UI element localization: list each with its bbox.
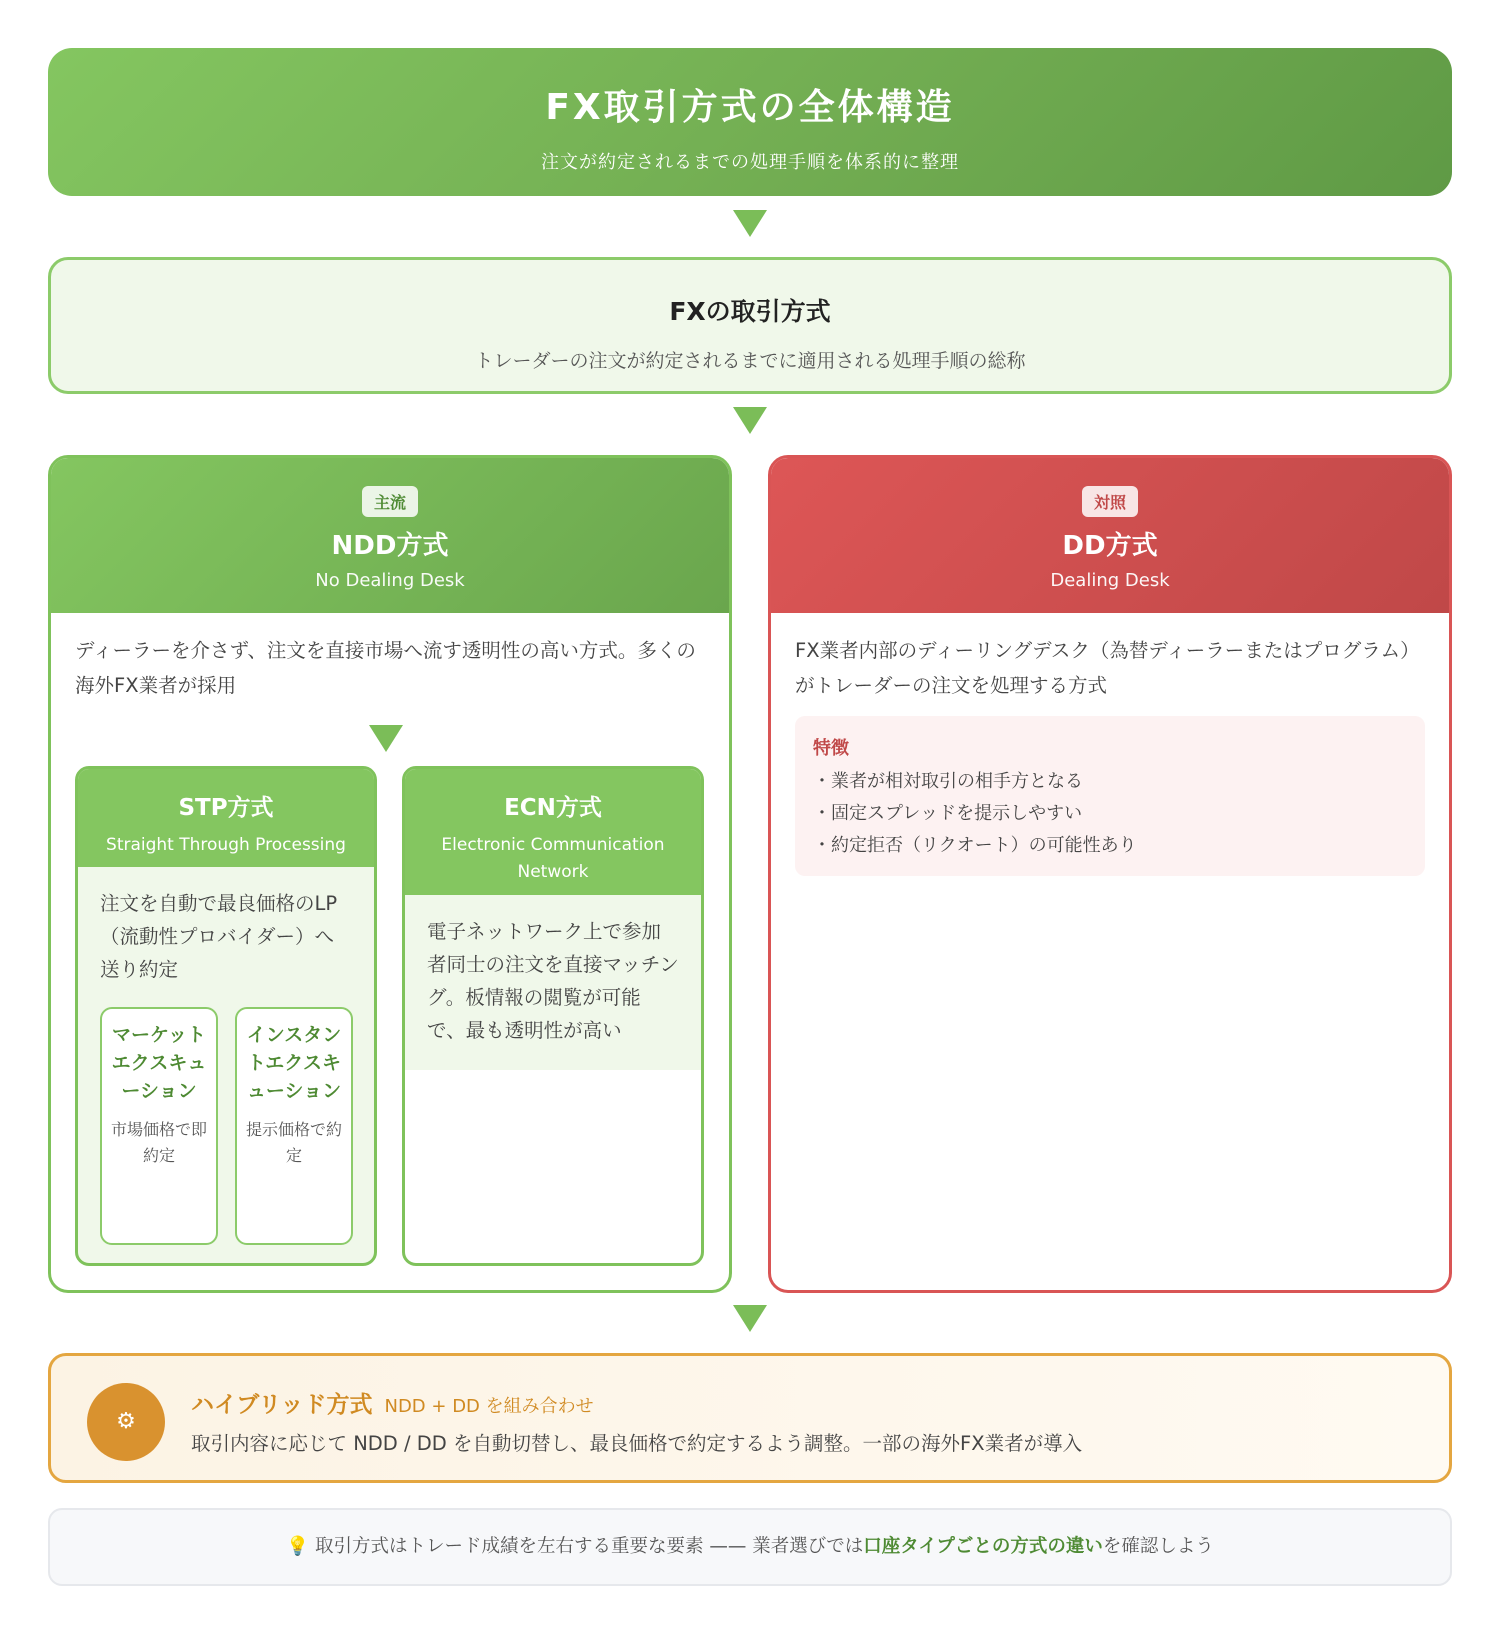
page-header: [48, 48, 1452, 196]
instant-execution-title: インスタントエクスキューション: [246, 1024, 342, 1102]
tip-text-suffix: を確認しよう: [1102, 1536, 1214, 1557]
hybrid-title: ハイブリッド方式: [191, 1392, 373, 1418]
page-title: FX取引方式の全体構造: [545, 87, 955, 128]
dd-badge: 対照: [1082, 486, 1138, 517]
ndd-title: NDD方式: [331, 531, 449, 561]
flow-arrow-down-icon: [369, 725, 403, 752]
flow-arrow-down-icon: [733, 210, 767, 237]
page-subtitle: 注文が約定されるまでの処理手順を体系的に整理: [541, 152, 959, 173]
gear-icon: ⚙: [87, 1383, 165, 1461]
ecn-card: [402, 766, 704, 1266]
ndd-english-name: No Dealing Desk: [315, 570, 465, 591]
dd-card-header: [771, 458, 1449, 613]
ecn-description: 電子ネットワーク上で参加者同士の注文を直接マッチング。板情報の閲覧が可能で、最も透明性が高い: [405, 895, 701, 1070]
market-execution-description: 市場価格で即約定: [110, 1120, 207, 1165]
dd-features-list: [813, 766, 1407, 862]
ndd-card-header: [51, 458, 729, 613]
flow-arrow-down-icon: [733, 407, 767, 434]
list-item: ・業者が相対取引の相手方となる: [813, 771, 1083, 792]
instant-execution-card: [235, 1007, 353, 1245]
tip-text-prefix: 取引方式はトレード成績を左右する重要な要素 —— 業者選びでは: [315, 1536, 864, 1557]
ecn-card-header: [405, 769, 701, 895]
hybrid-title-row: [191, 1386, 594, 1419]
dd-features-box: [795, 716, 1425, 876]
dd-features-title: 特徴: [813, 738, 849, 759]
hybrid-box: [48, 1353, 1452, 1483]
dd-description: FX業者内部のディーリングデスク（為替ディーラーまたはプログラム）がトレーダーの注文を処理する方式: [795, 639, 1420, 697]
tip-emphasis: 口座タイプごとの方式の違い: [863, 1536, 1103, 1557]
hybrid-subtitle: NDD + DD を組み合わせ: [384, 1396, 594, 1417]
definition-text: トレーダーの注文が約定されるまでに適用される処理手順の総称: [474, 350, 1026, 372]
dd-title: DD方式: [1062, 531, 1158, 561]
ecn-title: ECN方式: [504, 795, 602, 821]
stp-english-name: Straight Through Processing: [106, 835, 346, 855]
tip-box: [48, 1508, 1452, 1586]
ecn-english-name: Electronic Communication Network: [441, 835, 665, 882]
stp-card-header: [78, 769, 374, 867]
list-item: ・固定スプレッドを提示しやすい: [813, 803, 1083, 824]
definition-box: [48, 257, 1452, 394]
dd-english-name: Dealing Desk: [1050, 570, 1170, 591]
definition-title: FXの取引方式: [669, 297, 831, 326]
list-item: ・約定拒否（リクオート）の可能性あり: [813, 835, 1137, 856]
stp-description: 注文を自動で最良価格のLP（流動性プロバイダー）へ送り約定: [100, 892, 338, 981]
dd-card: [768, 455, 1452, 1293]
hybrid-description: 取引内容に応じて NDD / DD を自動切替し、最良価格で約定するよう調整。一部の海外FX業者が導入: [191, 1432, 1083, 1455]
lightbulb-icon: 💡: [286, 1536, 310, 1557]
market-execution-title: マーケットエクスキューション: [111, 1024, 207, 1102]
stp-title: STP方式: [178, 795, 274, 821]
ndd-badge: 主流: [362, 486, 418, 517]
ndd-card: [48, 455, 732, 1293]
market-execution-card: [100, 1007, 218, 1245]
flow-arrow-down-icon: [733, 1305, 767, 1332]
stp-card: [75, 766, 377, 1266]
ndd-description: ディーラーを介さず、注文を直接市場へ流す透明性の高い方式。多くの海外FX業者が採用: [75, 639, 696, 697]
instant-execution-description: 提示価格で約定: [245, 1120, 342, 1165]
